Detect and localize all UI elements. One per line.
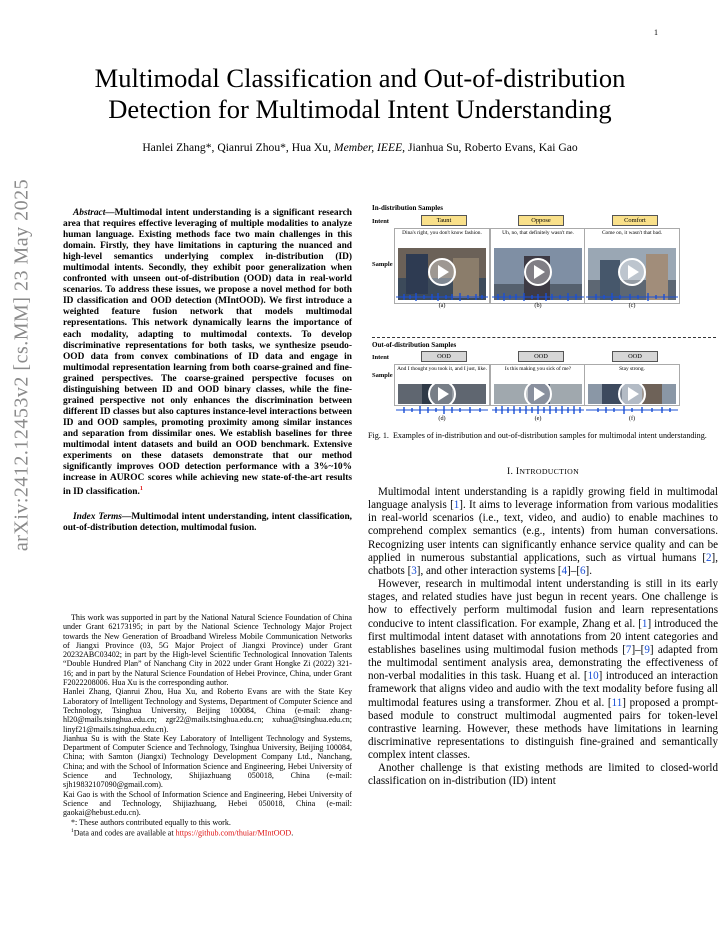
paper-title — [60, 63, 660, 125]
audio-waveform-e — [490, 405, 586, 415]
title-line-2: Detection for Multimodal Intent Understanding — [108, 94, 612, 124]
citation-link[interactable]: 2 — [706, 551, 712, 564]
figure-divider — [372, 337, 716, 338]
intro-paragraph-2 — [368, 578, 718, 762]
footnote-equal-contribution: *: These authors contributed equally to this work. — [71, 817, 231, 827]
abstract-footmark[interactable]: 1 — [139, 486, 143, 493]
figure-id-sample-label: Sample — [372, 261, 393, 268]
figure-caption — [368, 431, 718, 441]
section-rest: NTRODUCTION — [519, 467, 579, 476]
footnote-data-mark: 1 — [71, 827, 74, 834]
code-repository-link[interactable]: https://github.com/thuiar/MIntOOD — [175, 828, 292, 838]
figure-ood-header: Out-of-distribution Samples — [372, 341, 457, 349]
authors-rest: Jianhua Su, Roberto Evans, Kai Gao — [407, 141, 578, 154]
intro-paragraph-3: Another challenge is that existing methods are limited to closed-world classification on in-distribution (ID) intent — [368, 762, 718, 788]
title-line-1: Multimodal Classification and Out-of-distribution — [94, 63, 626, 93]
text-run: ]–[ — [631, 643, 645, 656]
citation-link[interactable]: 3 — [411, 564, 417, 577]
figure-id-intent-label: Intent — [372, 218, 389, 225]
sample-clip-f[interactable] — [584, 364, 680, 406]
left-column — [63, 208, 352, 534]
index-terms-body: —Multimodal intent understanding, intent classification, out-of-distribution detection, multimodal fusion. — [63, 512, 353, 534]
citation-link[interactable]: 1 — [641, 617, 648, 630]
text-run: Multimodal intent understanding is a rapidly growing field in multimodal language analysis [ — [368, 486, 718, 512]
intent-tag-e: OOD — [518, 351, 564, 362]
sample-label-f: (f) — [628, 415, 636, 422]
footnote-affiliation-1: Hanlei Zhang, Qianrui Zhou, Hua Xu, and Roberto Evans are with the State Key Laboratory of Intelligent Technology and Systems, Department of Computer Science and Technology, Tsinghua University, Beijing 100084, China (e-mail: zhang-hl20@mails.tsinghua.edu.cn; zgr22@mails.tsinghua.edu.cn; xuhua@tsinghua.edu.cn; linyf21@mails.tsinghua.edu.cn). — [63, 687, 352, 734]
figure-ood-intent-label: Intent — [372, 354, 389, 361]
sample-caption-a: Dina's right, you don't know fashion. — [402, 230, 482, 236]
footnote-support: This work was supported in part by the National Natural Science Foundation of China under Grant 62173195; in part by the National Science Technology Major Project towards the New Generation of Broadband Wireless Mobile Communication Networks of Jiangxi Province (03, 5G Major Project of Jiangxi Province) under Grant 20232ABC03402; in part by the High-level Scientific Technological Innovation Talents “Double Hundred Plan” of Nanchang City in 2022 under Grant Hongke Zi (2022) 321-16; and in part by the Natural Science Foundation of Hebei Province, China, under Grant F2022208006. Hua Xu is the corresponding author. — [63, 613, 352, 688]
audio-waveform-f — [584, 405, 680, 415]
audio-waveform-c — [584, 292, 680, 302]
authors-member: Member, IEEE, — [333, 141, 406, 154]
page-number: 1 — [654, 28, 658, 37]
text-run: ] proposed a prompt-based module to construct multimodal augmented pairs for token-level contrastive learning. However, these methods have limitations in learning discriminative representations to distinguish fine-grained and semantically complex intent classes. — [368, 696, 718, 762]
audio-waveform-a — [394, 292, 490, 302]
citation-link[interactable]: 7 — [625, 643, 632, 656]
index-terms — [63, 512, 352, 534]
intro-paragraph-1 — [368, 486, 718, 578]
sample-label-c: (c) — [628, 302, 636, 309]
sample-caption-c: Come on, it wasn't that bad. — [601, 230, 663, 236]
text-run: ] introduced an interaction framework that aligns video and audio with the text modality before fusing all multimodal features using a transformer. Zhou et al. [ — [368, 670, 718, 709]
text-run: ]. — [585, 564, 592, 577]
footnote-data-text: Data and codes are available at — [73, 828, 176, 838]
authors-plain: Hanlei Zhang*, Qianrui Zhou*, Hua Xu, — [142, 141, 331, 154]
figure-1 — [368, 204, 720, 426]
abstract-body: —Multimodal intent understanding is a significant research area that requires effective leveraging of multiple modalities to analyze human language. Existing methods face two main challenges in this domain. Firstly, they have limitations in capturing the nuanced and high-level semantics underlying complex in-distribution (ID) multimodal intents. Secondly, they exhibit poor generalization when confronted with unseen out-of-distribution (OOD) data in real-world scenarios. To address these issues, we propose a novel method for both ID classification and OOD detection (MIntOOD). We first introduce a weighted feature fusion network that models multimodal representations. This network dynamically learns the importance of each modality, adapting to multimodal contexts. To develop discriminative representations for both tasks, we synthesize pseudo-OOD data from convex combinations of ID data and engage in multimodal representation learning from both coarse-grained and fine-grained perspectives. The coarse-grained perspective focuses on distinguishing between ID and OOD binary classes, while the fine-grained perspective not only enhances the discrimination between different ID classes but also captures instance-level interactions between ID and OOD samples, promoting proximity among similar instances and separation from dissimilar ones. We establish baselines for three multimodal intent datasets and build an OOD benchmark. Extensive experiments on these datasets demonstrate that our method significantly improves OOD detection performance with a 3%~10% increase in AUROC scores while achieving new state-of-the-art results in ID classification. — [63, 208, 352, 498]
figure-caption-text: Examples of in-distribution and out-of-distribution samples for multimodal intent understanding. — [392, 431, 707, 440]
footnote-data — [63, 827, 352, 838]
sample-caption-f: Stay strong. — [619, 366, 645, 372]
section-heading-introduction — [368, 466, 718, 477]
intent-tag-a: Taunt — [421, 215, 467, 226]
text-run: ], and other interaction systems [ — [416, 564, 562, 577]
sample-label-b: (b) — [534, 302, 542, 309]
sample-caption-b: Uh, no, that definitely wasn't me. — [502, 230, 574, 236]
citation-link[interactable]: 6 — [580, 564, 586, 577]
audio-waveform-d — [394, 405, 490, 415]
text-run: ]–[ — [567, 564, 581, 577]
sample-label-d: (d) — [438, 415, 446, 422]
citation-link[interactable]: 9 — [644, 643, 650, 656]
figure-id-header: In-distribution Samples — [372, 204, 443, 212]
video-thumbnail-d — [398, 384, 486, 404]
section-numeral: I. — [506, 466, 514, 477]
sample-label-a: (a) — [438, 302, 446, 309]
author-list — [60, 141, 660, 154]
citation-link[interactable]: 4 — [561, 564, 568, 577]
intent-tag-d: OOD — [421, 351, 467, 362]
video-thumbnail-e — [494, 384, 582, 404]
audio-waveform-b — [490, 292, 586, 302]
text-run: ] introduced the first multimodal intent dataset with annotations from 20 intent categories and establishes baselines using multimodal fusion methods [ — [368, 617, 718, 656]
text-run: ] adapted from the multimodal sentiment analysis area, demonstrating the effectiveness of non-verbal modalities in this task. Huang et al. [ — [368, 643, 719, 683]
text-run: However, research in multimodal intent understanding is still in its early stages, and related studies have just begun in recent years. One challenge is how to effectively perform multimodal fusion and learn representations conducive to intent classification. For example, Zhang et al. [ — [368, 578, 718, 630]
intent-tag-c: Comfort — [612, 215, 658, 226]
citation-link[interactable]: 10 — [587, 670, 599, 683]
abstract-lead: Abstract — [73, 208, 106, 218]
arxiv-stamp — [2, 50, 42, 680]
sample-caption-e: Is this making you sick of me? — [504, 366, 572, 372]
arxiv-stamp-text: arXiv:2412.12453v2 [cs.MM] 23 May 2025 — [10, 178, 33, 552]
index-terms-lead: Index Terms — [73, 512, 122, 523]
sample-label-e: (e) — [534, 415, 542, 422]
text-run: ], chatbots [ — [368, 551, 718, 577]
footnotes — [63, 613, 352, 838]
sample-caption-d: And I thought you took it, and I just, like. — [397, 366, 487, 372]
sample-clip-e[interactable] — [490, 364, 586, 406]
figure-ood-sample-label: Sample — [372, 372, 393, 379]
right-column — [368, 486, 718, 789]
footnote-affiliation-2: Jianhua Su is with the State Key Laboratory of Intelligent Technology and Systems, Department of Computer Science and Technology, Tsinghua University, Beijing 100084, China; with Samton (Jiangxi) Technology Development Company Ltd., Nanchang, China; and with the School of Information Science and Engineering, Hebei University of Science and Technology, Shijiazhuang 050018, China (e-mail: sjh19832107090@gmail.com). — [63, 733, 352, 790]
video-thumbnail-f — [588, 384, 676, 404]
footnote-affiliation-3: Kai Gao is with the School of Information Science and Engineering, Hebei University of Science and Technology, Shijiazhuang, Hebei 050018, China (e-mail: gaokai@hebust.edu.cn). — [63, 789, 352, 818]
intent-tag-b: Oppose — [518, 215, 564, 226]
abstract — [63, 208, 352, 498]
text-run: ]. It aims to leverage information from various modalities in real-world scenarios (i.e., text, video, and audio) to enable machines to comprehend complex semantics (e.g., intents) from human conversations. Recognizing user intents can significantly enhance service quality and can be applied in numerous substantial applications, such as virtual humans [ — [368, 499, 718, 564]
citation-link[interactable]: 1 — [453, 499, 460, 512]
footnote-data-end: . — [291, 828, 294, 838]
intent-tag-f: OOD — [612, 351, 658, 362]
citation-link[interactable]: 11 — [611, 696, 623, 709]
sample-clip-d[interactable] — [394, 364, 490, 406]
section-first-letter: I — [515, 466, 520, 477]
figure-caption-prefix: Fig. 1. — [368, 431, 389, 440]
